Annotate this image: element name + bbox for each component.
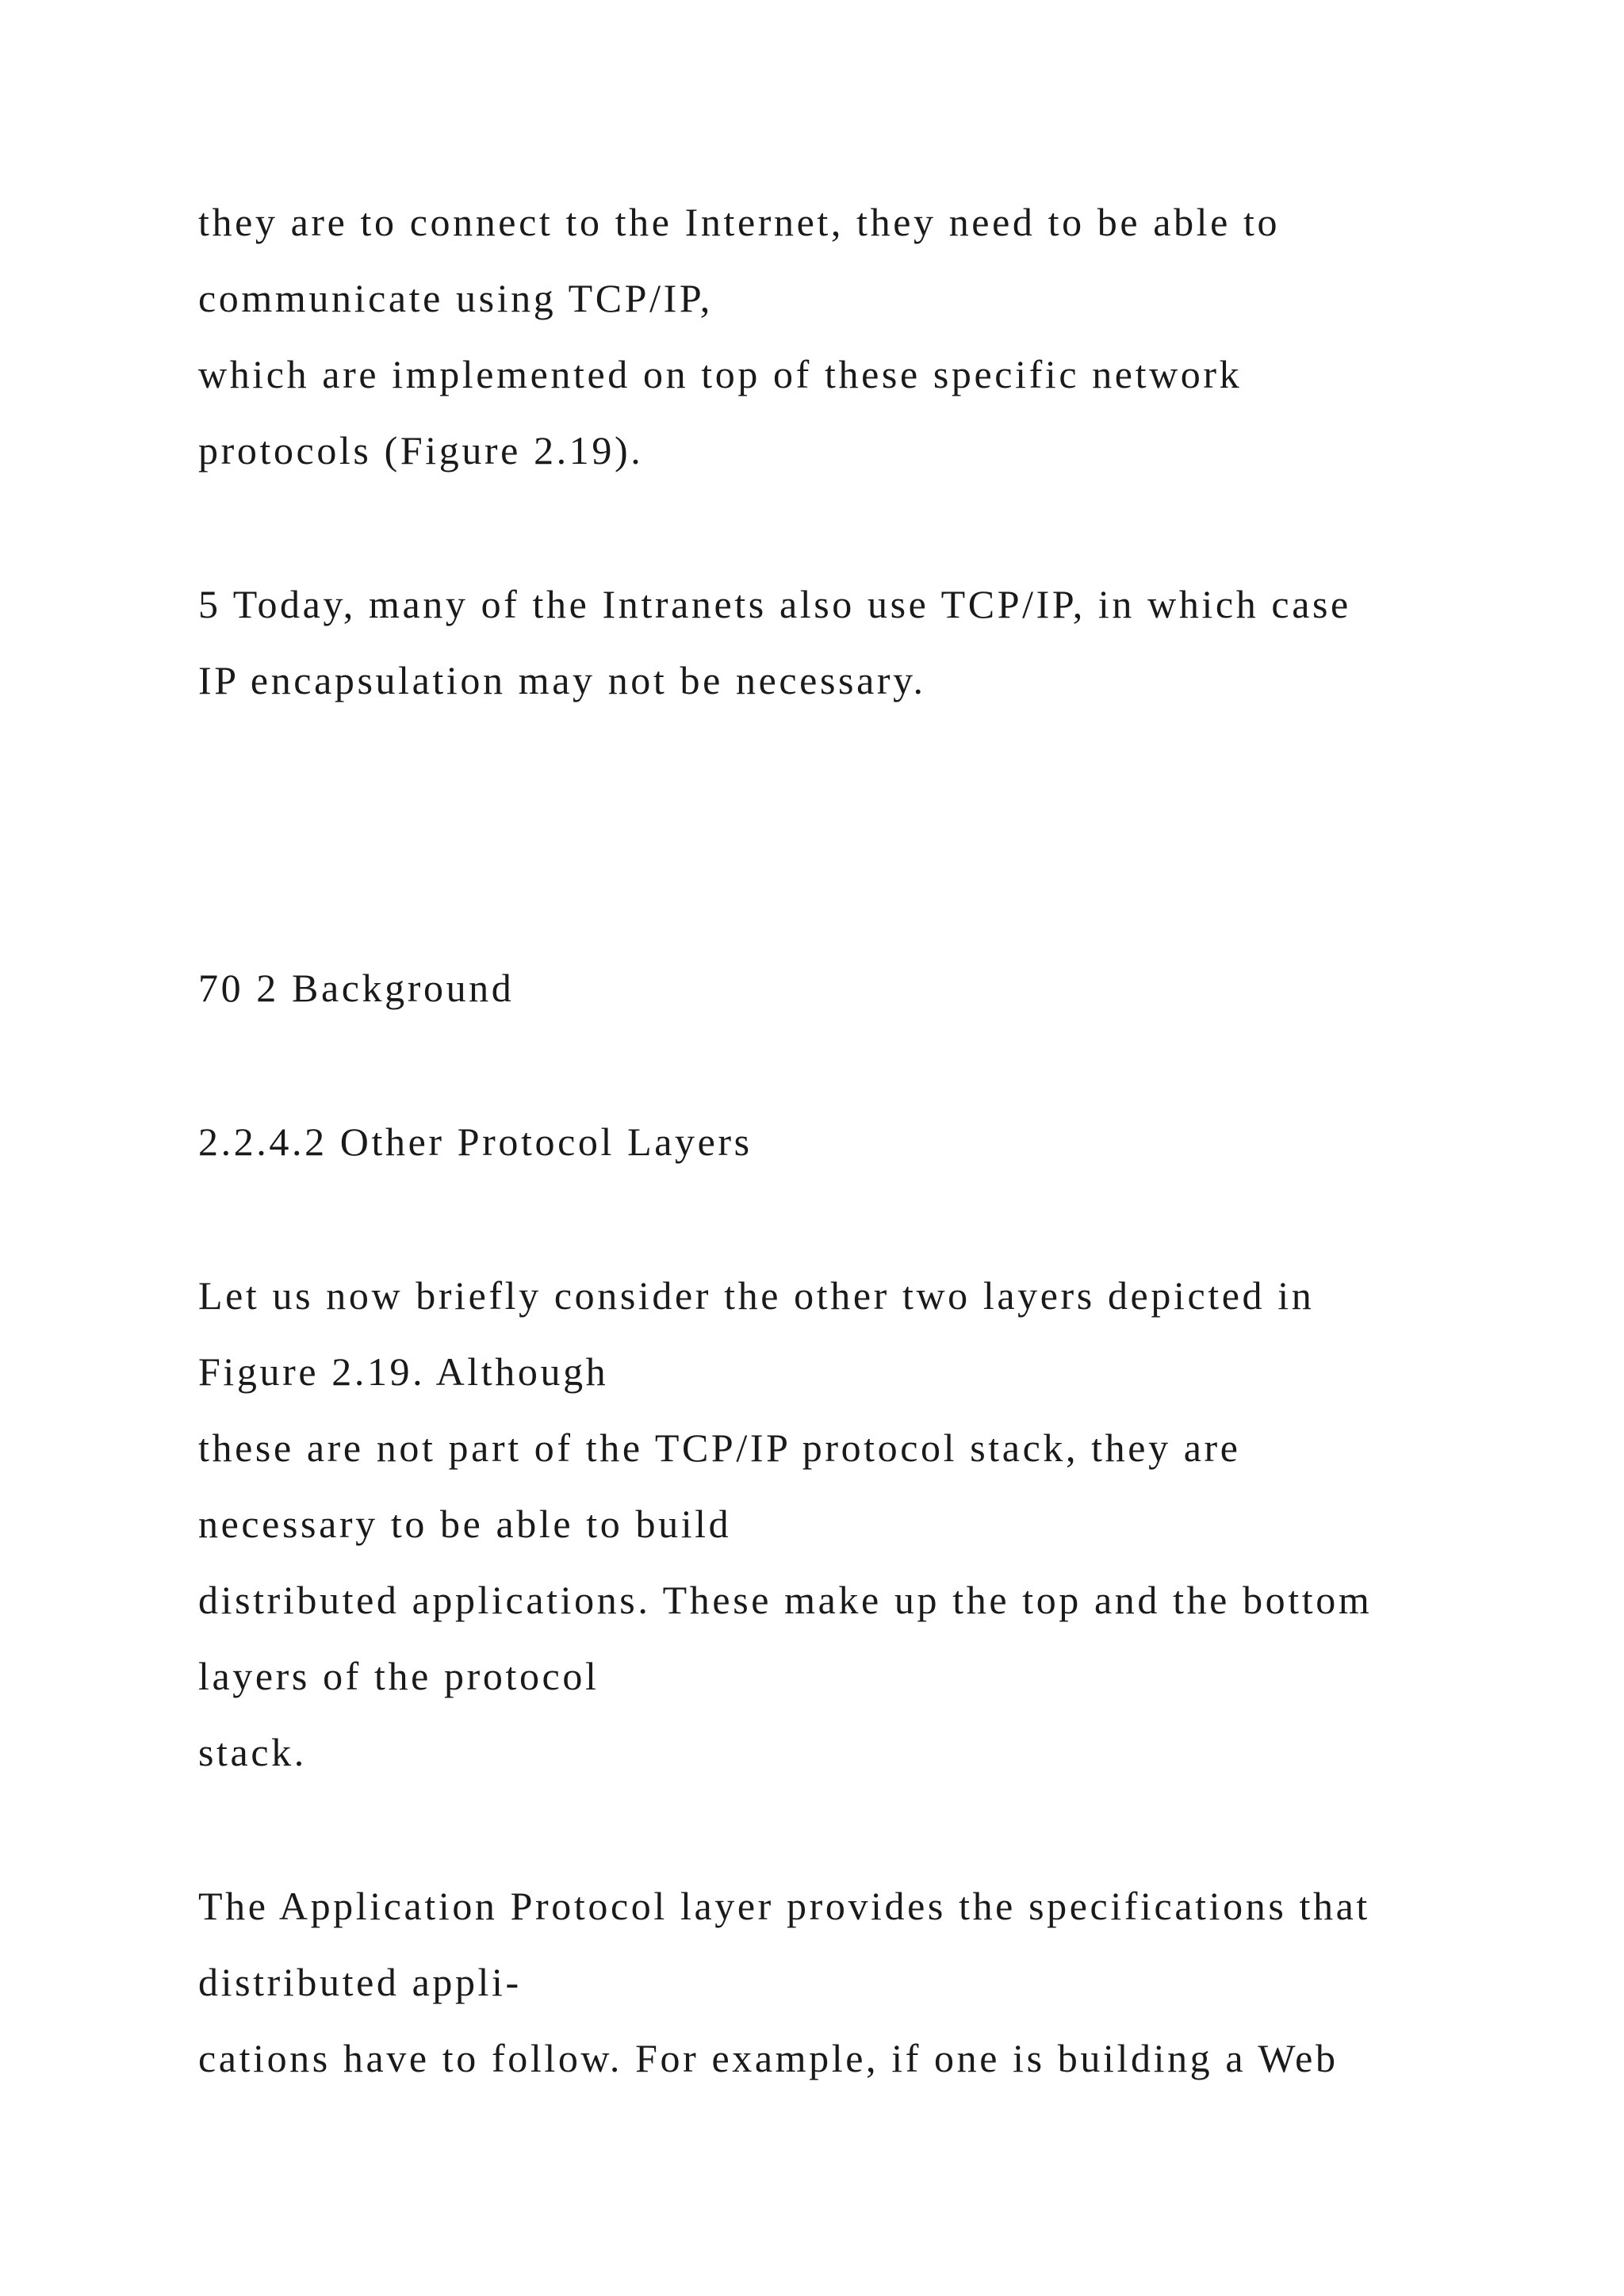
- text-line: which are implemented on top of these specific network: [198, 352, 1243, 396]
- footnote-line: IP encapsulation may not be necessary.: [198, 658, 926, 702]
- text-line: cations have to follow. For example, if one is building a Web: [198, 2036, 1339, 2080]
- text-line: distributed applications. These make up the top and the bottom: [198, 1578, 1373, 1622]
- text-line: stack.: [198, 1730, 307, 1774]
- text-line: The Application Protocol layer provides the specifications that: [198, 1884, 1370, 1928]
- text-line: layers of the protocol: [198, 1654, 599, 1698]
- text-line: protocols (Figure 2.19).: [198, 428, 644, 473]
- text-line: distributed appli-: [198, 1960, 522, 2004]
- text-line: these are not part of the TCP/IP protocol stack, they are: [198, 1425, 1241, 1470]
- page-header: 70 2 Background: [198, 966, 515, 1010]
- text-line: necessary to be able to build: [198, 1502, 732, 1546]
- text-line: communicate using TCP/IP,: [198, 276, 713, 320]
- text-line: they are to connect to the Internet, they need to be able to: [198, 200, 1281, 244]
- text-line: Let us now briefly consider the other two layers depicted in: [198, 1273, 1315, 1318]
- section-heading: 2.2.4.2 Other Protocol Layers: [198, 1119, 753, 1164]
- footnote-line: 5 Today, many of the Intranets also use TCP/IP, in which case: [198, 582, 1351, 626]
- text-line: Figure 2.19. Although: [198, 1349, 609, 1394]
